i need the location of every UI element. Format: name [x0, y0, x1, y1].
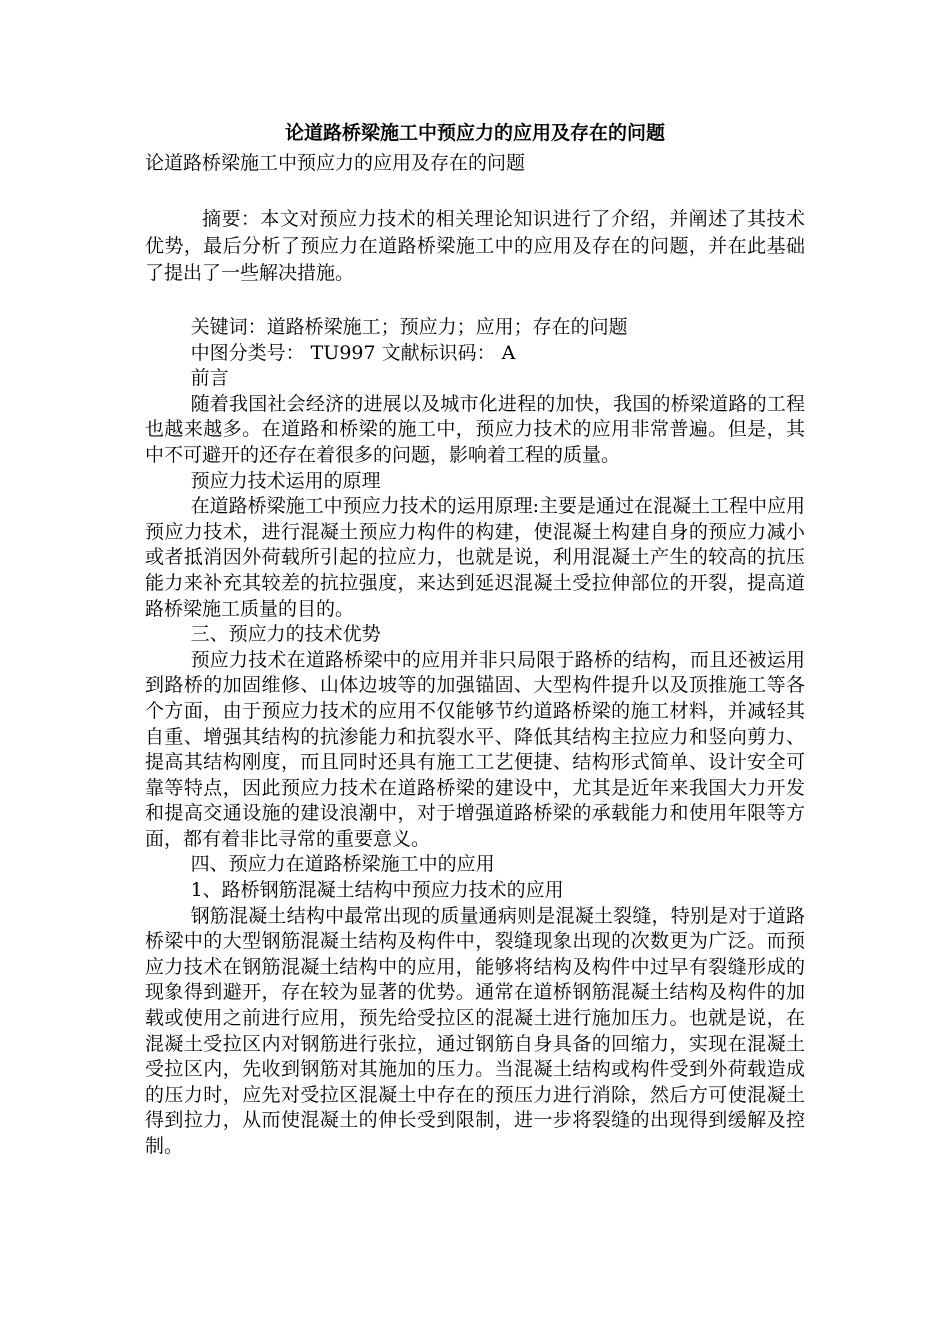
advantage-heading: 三、预应力的技术优势 — [190, 623, 381, 646]
principle-heading: 预应力技术运用的原理 — [190, 469, 381, 492]
subsection-1-paragraph: 钢筋混凝土结构中最常出现的质量通病则是混凝土裂缝，特别是对于道路桥梁中的大型钢筋混凝土结构及构件中，裂缝现象出现的次数更为广泛。而预应力技术在钢筋混凝土结构中的应用，能够将结构及构件中过早有裂缝形成的现象得到避开，存在较为显著的优势。通常在道桥钢筋混凝土结构及构件的加载或使用之前进行应用，预先给受拉区的混凝土进行施加压力。也就是说，在混凝土受拉区内对钢筋进行张拉，通过钢筋自身具备的回缩力，实现在混凝土受拉区内，先收到钢筋对其施加的压力。当混凝土结构或构件受到外荷载造成的压力时，应先对受拉区混凝土中存在的预压力进行消除，然后方可使混凝土得到拉力，从而使混凝土的伸长受到限制，进一步将裂缝的出现得到缓解及控制。 — [145, 904, 805, 1157]
abstract-paragraph: 摘要：本文对预应力技术的相关理论知识进行了介绍，并阐述了其技术优势，最后分析了预应力在道路桥梁施工中的应用及存在的问题，并在此基础了提出了一些解决措施。 — [145, 208, 805, 284]
document-subtitle: 论道路桥梁施工中预应力的应用及存在的问题 — [145, 152, 526, 174]
principle-paragraph: 在道路桥梁施工中预应力技术的运用原理:主要是通过在混凝土工程中应用预应力技术，进行混凝土预应力构件的构建，使混凝土构建自身的预应力减小或者抵消因外荷载所引起的拉应力，也就是说，利用混凝土产生的较高的抗压能力来补充其较差的抗拉强度，来达到延迟混凝土受拉伸部位的开裂，提高道路桥梁施工质量的目的。 — [145, 495, 805, 620]
preface-paragraph: 随着我国社会经济的进展以及城市化进程的加快，我国的桥梁道路的工程也越来越多。在道路和桥梁的施工中，预应力技术的应用非常普遍。但是，其中不可避开的还存在着很多的问题，影响着工程的质量。 — [145, 392, 805, 466]
keywords-line: 关键词：道路桥梁施工；预应力；应用；存在的问题 — [190, 316, 628, 338]
application-heading: 四、预应力在道路桥梁施工中的应用 — [190, 853, 495, 876]
preface-heading: 前言 — [190, 367, 229, 390]
document-title: 论道路桥梁施工中预应力的应用及存在的问题 — [284, 122, 665, 144]
classification-line: 中图分类号： TU997 文献标识码： A — [190, 341, 516, 364]
subsection-1-heading: 1、路桥钢筋混凝土结构中预应力技术的应用 — [190, 879, 564, 902]
advantage-paragraph: 预应力技术在道路桥梁中的应用并非只局限于路桥的结构，而且还被运用到路桥的加固维修、山体边坡等的加强锚固、大型构件提升以及顶推施工等各个方面，由于预应力技术的应用不仅能够节约道路桥梁的施工材料，并减轻其自重、增强其结构的抗渗能力和抗裂水平、降低其结构主拉应力和竖向剪力、提高其结构刚度，而且同时还具有施工工艺便捷、结构形式简单、设计安全可靠等特点，因此预应力技术在道路桥梁的建设中，尤其是近年来我国大力开发和提高交通设施的建设浪潮中，对于增强道路桥梁的承载能力和使用年限等方面，都有着非比寻常的重要意义。 — [145, 648, 805, 850]
document-page — [145, 118, 805, 1160]
